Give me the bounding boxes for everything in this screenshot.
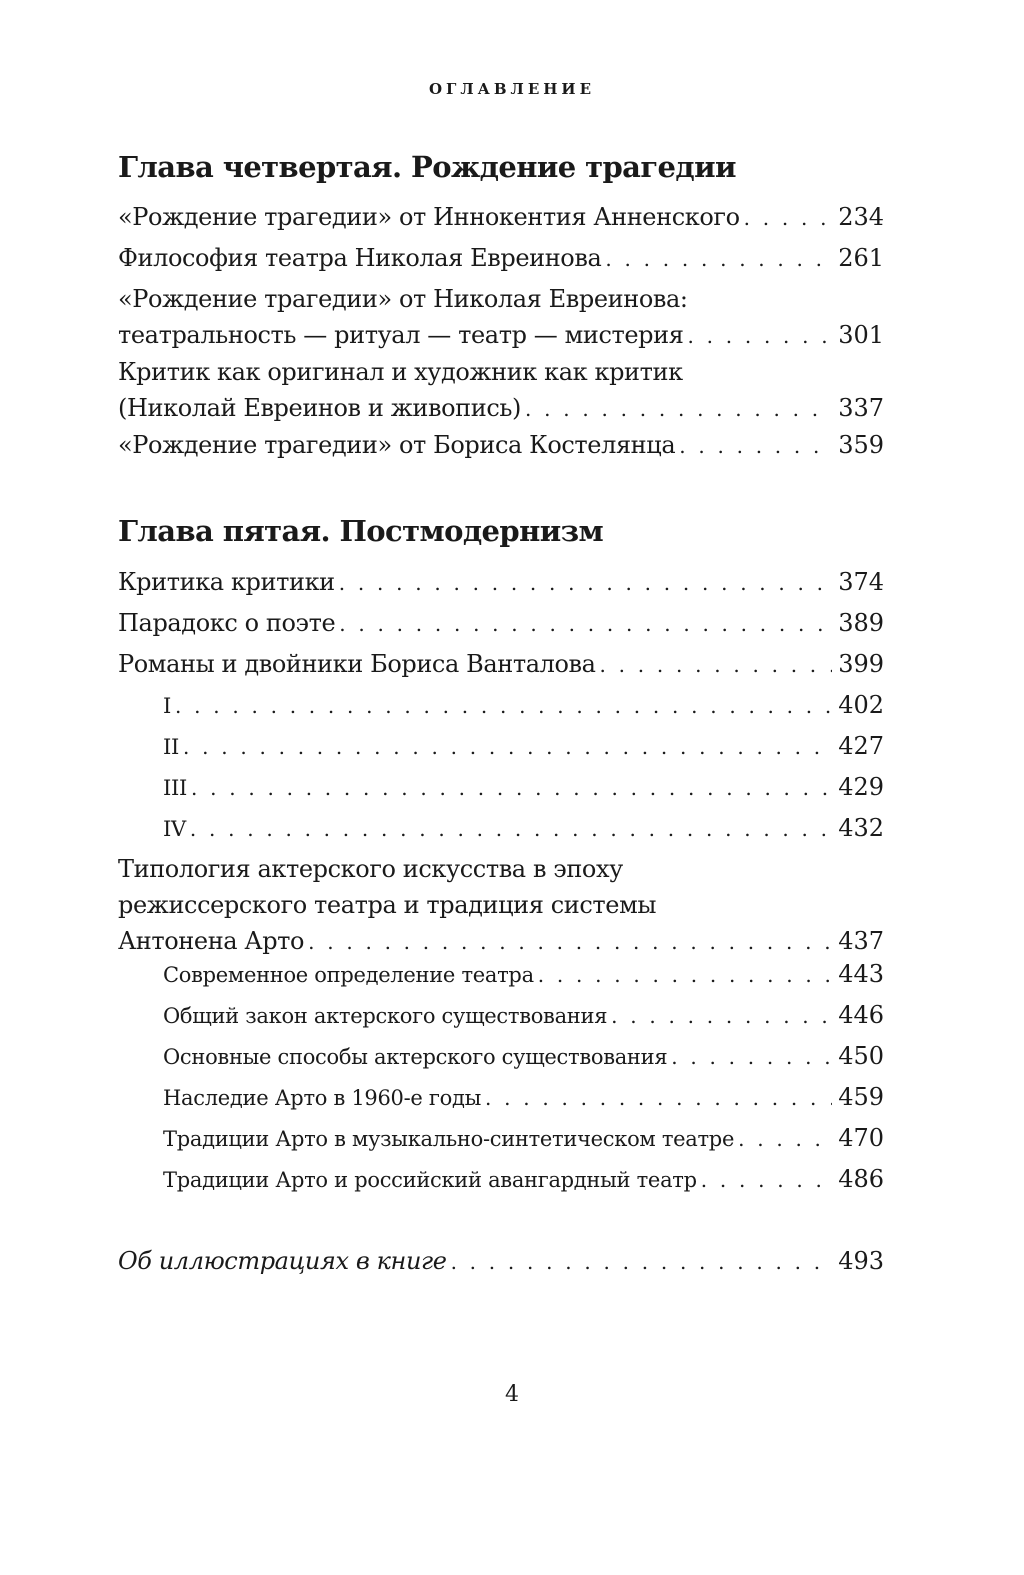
toc-entry-page: 374: [838, 568, 884, 596]
dot-leader: [671, 1039, 832, 1075]
dot-leader: [451, 1244, 833, 1280]
dot-leader: [339, 606, 832, 642]
dot-leader: [175, 688, 832, 724]
toc-entry-page: 486: [838, 1165, 884, 1193]
dot-leader: [744, 200, 833, 236]
toc-entry-page: 359: [838, 431, 884, 459]
toc-entry-title: Современное определение театра: [163, 963, 534, 987]
toc-entry[interactable]: [118, 281, 884, 354]
toc-entry[interactable]: [118, 240, 884, 277]
dot-leader: [600, 647, 833, 683]
toc-entry-title: Антонена Арто: [118, 927, 305, 955]
dot-leader: [339, 565, 832, 601]
toc-entry-title: Наследие Арто в 1960-е годы: [163, 1086, 482, 1110]
toc-entry-title: Об иллюстрациях в книге: [118, 1247, 447, 1275]
toc-entry[interactable]: [118, 564, 884, 601]
toc-entry-page: 459: [838, 1083, 884, 1111]
toc-entry-title: Романы и двойники Бориса Ванталова: [118, 650, 596, 678]
page-number: 4: [505, 1382, 519, 1407]
toc-entry-page: 389: [838, 609, 884, 637]
dot-leader: [611, 998, 832, 1034]
toc-entry-illustrations[interactable]: [118, 1243, 884, 1280]
toc-entry-title: III: [163, 776, 187, 800]
dot-leader: [605, 241, 832, 277]
toc-entry-title: Традиции Арто в музыкально-синтетическом театре: [163, 1127, 735, 1151]
toc-entry-page: 443: [838, 960, 884, 988]
toc-entry-page: 493: [838, 1247, 884, 1275]
toc-subentry[interactable]: [163, 810, 884, 847]
dot-leader: [525, 391, 832, 427]
toc-entry-title: театральность — ритуал — театр — мистерия: [118, 321, 684, 349]
toc-subentry[interactable]: [163, 1038, 884, 1075]
toc-entry-page: 470: [838, 1124, 884, 1152]
dot-leader: [738, 1121, 832, 1157]
toc-entry[interactable]: [118, 354, 884, 427]
toc-entry-page: 234: [838, 203, 884, 231]
toc-entry-line: Типология актерского искусства в эпоху: [118, 855, 623, 883]
dot-leader: [679, 428, 832, 464]
dot-leader: [308, 924, 832, 960]
toc-entry-page: 337: [838, 394, 884, 422]
toc-subentry[interactable]: [163, 728, 884, 765]
dot-leader: [183, 729, 832, 765]
toc-entry-title: «Рождение трагедии» от Иннокентия Анненского: [118, 203, 740, 231]
toc-entry-title: IV: [163, 817, 186, 841]
toc-entry-title: Общий закон актерского существования: [163, 1004, 608, 1028]
toc-entry-page: 399: [838, 650, 884, 678]
toc-entry-title: «Рождение трагедии» от Бориса Костелянца: [118, 431, 676, 459]
toc-subentry[interactable]: [163, 1079, 884, 1116]
toc-entry-title: (Николай Евреинов и живопись): [118, 394, 522, 422]
toc-entry-line: «Рождение трагедии» от Николая Евреинова:: [118, 285, 688, 313]
toc-entry-title: Традиции Арто и российский авангардный театр: [163, 1168, 697, 1192]
toc-entry-title: Критика критики: [118, 568, 335, 596]
toc-entry-title: II: [163, 735, 179, 759]
toc-subentry[interactable]: [163, 769, 884, 806]
toc-subentry[interactable]: [163, 997, 884, 1034]
toc-entry[interactable]: [118, 646, 884, 683]
dot-leader: [191, 770, 832, 806]
running-head: ОГЛАВЛЕНИЕ: [428, 80, 596, 98]
toc-entry-page: 427: [838, 732, 884, 760]
toc-entry-page: 429: [838, 773, 884, 801]
toc-entry-page: 432: [838, 814, 884, 842]
toc-subentry[interactable]: [163, 687, 884, 724]
dot-leader: [538, 957, 832, 993]
dot-leader: [485, 1080, 832, 1116]
toc-entry-line: режиссерского театра и традиция системы: [118, 891, 657, 919]
toc-entry[interactable]: [118, 605, 884, 642]
dot-leader: [701, 1162, 832, 1198]
toc-entry[interactable]: [118, 427, 884, 464]
toc-entry-page: 402: [838, 691, 884, 719]
toc-entry-page: 437: [838, 927, 884, 955]
dot-leader: [687, 318, 832, 354]
toc-entry-page: 446: [838, 1001, 884, 1029]
toc-entry-page: 450: [838, 1042, 884, 1070]
toc-subentry[interactable]: [163, 1120, 884, 1157]
toc-entry-line: Критик как оригинал и художник как критик: [118, 358, 683, 386]
toc-entry-page: 261: [838, 244, 884, 272]
chapter-title: Глава четвертая. Рождение трагедии: [118, 150, 736, 184]
dot-leader: [190, 811, 832, 847]
toc-entry-title: Основные способы актерского существования: [163, 1045, 668, 1069]
toc-entry-title: Парадокс о поэте: [118, 609, 336, 637]
toc-subentry[interactable]: [163, 956, 884, 993]
toc-entry-page: 301: [838, 321, 884, 349]
toc-subentry[interactable]: [163, 1161, 884, 1198]
toc-entry[interactable]: [118, 851, 884, 960]
toc-entry-title: Философия театра Николая Евреинова: [118, 244, 602, 272]
toc-entry-title: I: [163, 694, 171, 718]
toc-entry[interactable]: [118, 199, 884, 236]
chapter-title: Глава пятая. Постмодернизм: [118, 514, 604, 548]
